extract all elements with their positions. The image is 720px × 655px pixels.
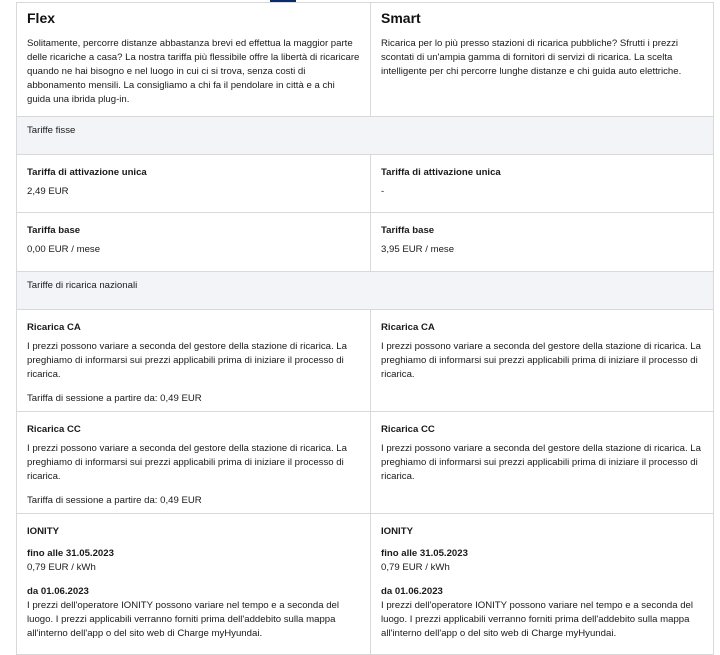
ionity-flex [17, 514, 371, 655]
section-title-national-charging [17, 272, 714, 310]
ionity-price: 0,79 EUR / kWh [27, 562, 96, 573]
ionity-price: 0,79 EUR / kWh [381, 562, 450, 573]
ionity-label: IONITY [381, 526, 413, 537]
dc-charging-label: Ricarica CC [381, 424, 435, 435]
dc-charging-flex [17, 412, 371, 514]
ionity-from-date: da 01.06.2023 [27, 586, 89, 597]
ionity-smart [371, 514, 714, 655]
ac-charging-row [17, 310, 714, 412]
activation-fee-smart [371, 155, 714, 213]
section-national-charging-row [17, 272, 714, 310]
section-title-fixed-fees [17, 117, 714, 155]
ionity-row [17, 514, 714, 655]
plan-header-row [17, 3, 714, 117]
activation-fee-value: - [381, 186, 385, 197]
ionity-until-date: fino alle 31.05.2023 [381, 548, 468, 559]
ac-charging-flex [17, 310, 371, 412]
ionity-label: IONITY [27, 526, 59, 537]
dc-charging-smart [371, 412, 714, 514]
base-fee-label: Tariffa base [27, 225, 81, 236]
tariff-comparison-table [16, 2, 714, 655]
ac-session-fee: Tariffa di sessione a partire da: 0,49 EUR [27, 393, 202, 404]
ionity-text: I prezzi dell'operatore IONITY possono variare nel tempo e a seconda del luogo. I prezzi applicabili verranno forniti prima dell'addebito sulla mappa all'interno dell'app o del sito web di Charge myHyundai. [381, 600, 694, 639]
section-label: Tariffe di ricarica nazionali [27, 280, 138, 291]
plan-name-smart: Smart [381, 10, 421, 26]
plan-description-smart: Ricarica per lo più presso stazioni di ricarica pubbliche? Sfrutti i prezzi scontati di un'ampia gamma di fornitori di servizi di ricarica. La scelta intelligente per chi percorre lunghe distanze e chi guida auto elettriche. [381, 38, 682, 77]
ionity-from-date: da 01.06.2023 [381, 586, 443, 597]
dc-charging-text: I prezzi possono variare a seconda del gestore della stazione di ricarica. La preghiamo di informarsi sui prezzi applicabili prima di iniziare il processo di ricarica. [27, 443, 347, 482]
ionity-text: I prezzi dell'operatore IONITY possono variare nel tempo e a seconda del luogo. I prezzi applicabili verranno forniti prima dell'addebito sulla mappa all'interno dell'app o del sito web di Charge myHyundai. [27, 600, 340, 639]
base-fee-flex [17, 213, 371, 272]
ac-charging-smart [371, 310, 714, 412]
activation-fee-label: Tariffa di attivazione unica [381, 167, 501, 178]
ac-charging-label: Ricarica CA [27, 322, 81, 333]
section-fixed-fees-row [17, 117, 714, 155]
plan-smart-cell [371, 3, 714, 117]
dc-charging-text: I prezzi possono variare a seconda del gestore della stazione di ricarica. La preghiamo di informarsi sui prezzi applicabili prima di iniziare il processo di ricarica. [381, 443, 701, 482]
plan-description-flex: Solitamente, percorre distanze abbastanza brevi ed effettua la maggior parte delle ricariche a casa? La nostra tariffa più flessibile offre la libertà di ricaricare quando ne hai bisogno e nel luogo in cui ci si trova, senza costi di abbonamento mensili. La consigliamo a chi fa il pendolare in città e a chi guida una ibrida plug-in. [27, 38, 360, 105]
ac-charging-label: Ricarica CA [381, 322, 435, 333]
base-fee-smart [371, 213, 714, 272]
ac-charging-text: I prezzi possono variare a seconda del gestore della stazione di ricarica. La preghiamo di informarsi sui prezzi applicabili prima di iniziare il processo di ricarica. [27, 341, 347, 380]
plan-flex-cell [17, 3, 371, 117]
dc-session-fee: Tariffa di sessione a partire da: 0,49 EUR [27, 495, 202, 506]
activation-fee-label: Tariffa di attivazione unica [27, 167, 147, 178]
base-fee-value: 3,95 EUR / mese [381, 244, 455, 255]
ac-charging-text: I prezzi possono variare a seconda del gestore della stazione di ricarica. La preghiamo di informarsi sui prezzi applicabili prima di iniziare il processo di ricarica. [381, 341, 701, 380]
dc-charging-label: Ricarica CC [27, 424, 81, 435]
activation-fee-row [17, 155, 714, 213]
dc-charging-row [17, 412, 714, 514]
base-fee-row [17, 213, 714, 272]
activation-fee-flex [17, 155, 371, 213]
ionity-until-date: fino alle 31.05.2023 [27, 548, 114, 559]
section-label: Tariffe fisse [27, 125, 76, 136]
base-fee-label: Tariffa base [381, 225, 435, 236]
base-fee-value: 0,00 EUR / mese [27, 244, 101, 255]
plan-name-flex: Flex [27, 10, 56, 26]
activation-fee-value: 2,49 EUR [27, 186, 69, 197]
